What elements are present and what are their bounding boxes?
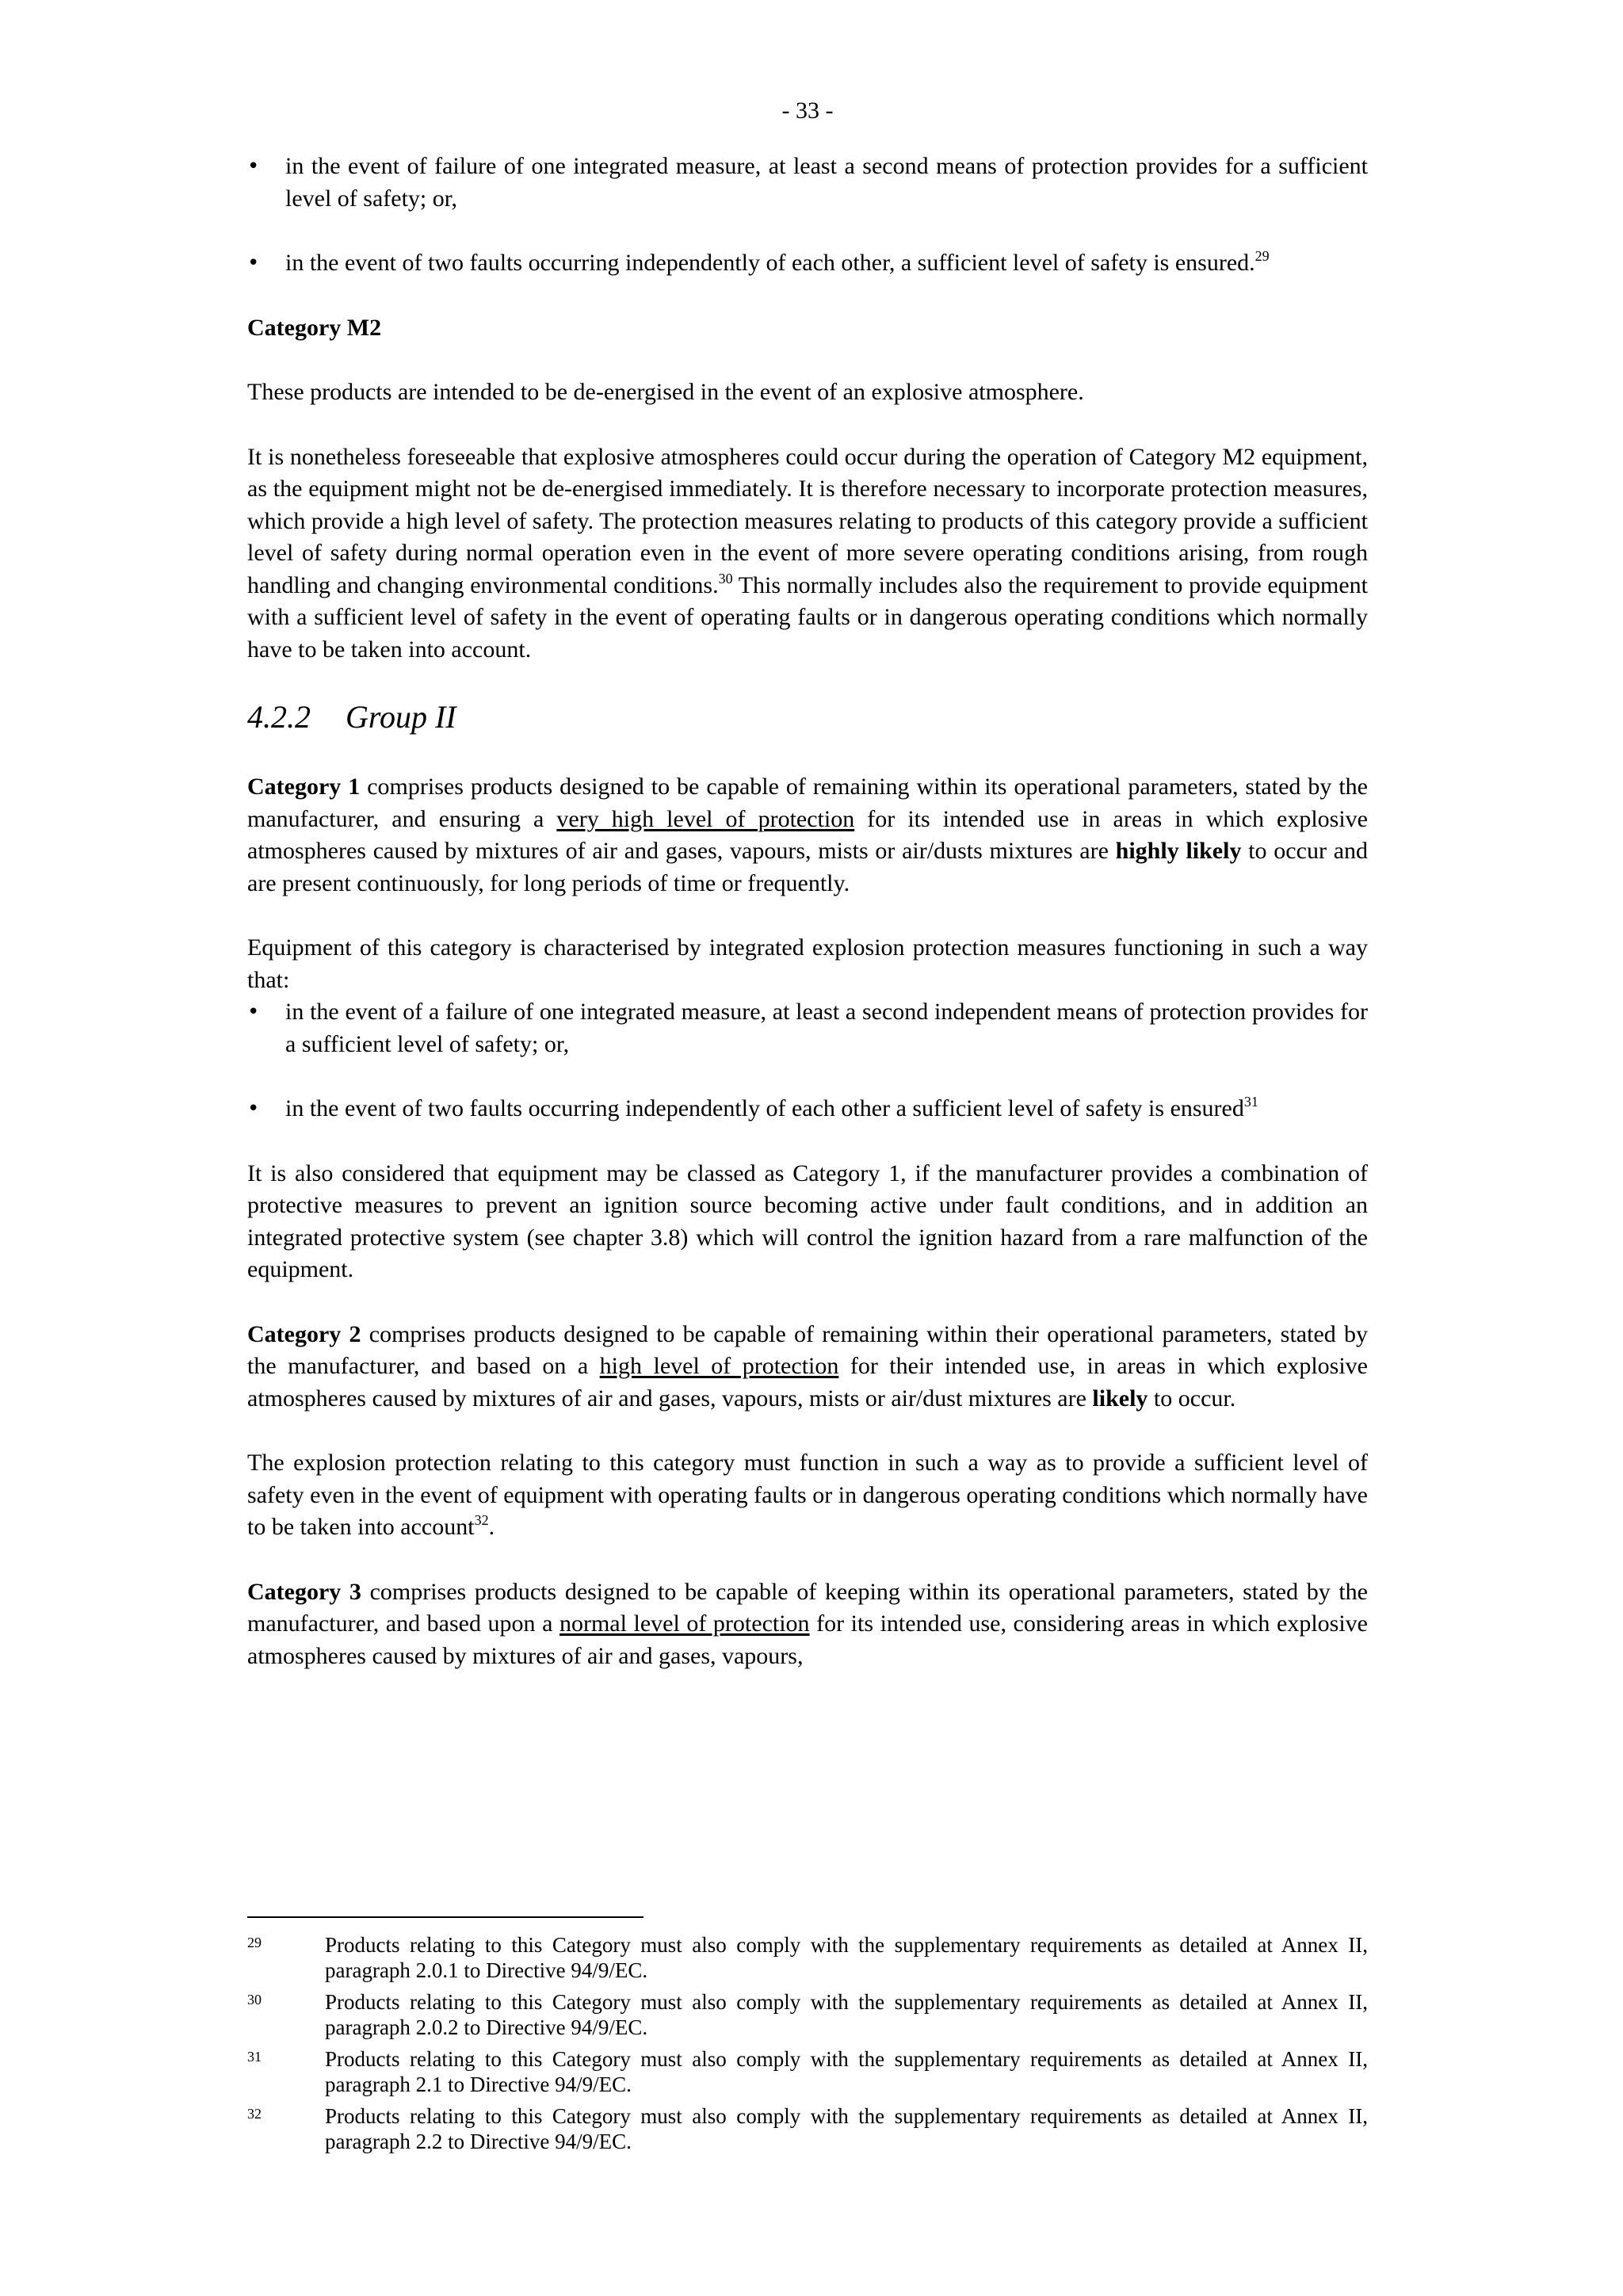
footnote-text: Products relating to this Category must also comply with the supplementary requirements as detailed at Annex II, paragraph 2.1 to Directive 94/9/EC. <box>325 2047 1368 2096</box>
bullet-text: in the event of failure of one integrated measure, at least a second means of protection provides for a sufficient level of safety; or, <box>285 153 1368 212</box>
text-run: comprises products designed to be capable of keeping within its operational parameters, stated by the manufacturer, and based upon a <box>247 1578 1369 1637</box>
paragraph: These products are intended to be de-energised in the event of an explosive atmosphere. <box>247 379 1084 405</box>
footnote-30 <box>247 1989 1368 2040</box>
footnote-text: Products relating to this Category must also comply with the supplementary requirements as detailed at Annex II, paragraph 2.0.2 to Directive 94/9/EC. <box>325 1990 1368 2039</box>
footnote-separator <box>247 1916 643 1918</box>
underlined-text: very high level of protection <box>556 805 855 832</box>
footnote-number: 29 <box>247 1935 262 1950</box>
bullet-list-top <box>247 151 1368 280</box>
category-m2-heading: Category M2 <box>247 314 382 341</box>
bullet-item <box>247 1093 1368 1125</box>
page-number: - 33 - <box>781 97 834 124</box>
text-run: It is nonetheless foreseeable that explosive atmospheres could occur during the operation of Category M2 equipment, as the equipment might not be de-energised immediately. It is therefore necessary to incorporate protection measures, which provide a high level of safety. The protection measures relating to products of this category provide a sufficient level of safety during normal operation even in the event of more severe operating conditions arising, from rough handling and changing environmental conditions. <box>247 443 1369 598</box>
section-heading <box>247 696 1368 739</box>
section-title: Group II <box>346 699 456 735</box>
text-run: for its intended use in areas in which explosive atmospheres caused by mixtures of air and gases, vapours, mists or air/dusts mixtures are <box>247 805 1368 864</box>
footnote-text: Products relating to this Category must also comply with the supplementary requirements as detailed at Annex II, paragraph 2.2 to Directive 94/9/EC. <box>325 2104 1368 2153</box>
footnote-ref-30[interactable]: 30 <box>718 570 733 586</box>
text-run: This normally includes also the requirement to provide equipment with a sufficient level of safety in the event of operating faults or in dangerous operating conditions which normally have to be taken into account. <box>247 571 1368 663</box>
footnote-ref-32[interactable]: 32 <box>474 1512 489 1528</box>
bullet-text: in the event of two faults occurring independently of each other a sufficient level of safety is ensured <box>285 1095 1244 1121</box>
text-run: . <box>488 1514 495 1540</box>
footnote-32 <box>247 2103 1368 2154</box>
bullet-text: in the event of a failure of one integrated measure, at least a second independent means of protection provides for a sufficient level of safety; or, <box>285 999 1368 1057</box>
bullet-item <box>247 996 1368 1060</box>
footnote-text: Products relating to this Category must also comply with the supplementary requirements as detailed at Annex II, paragraph 2.0.1 to Directive 94/9/EC. <box>325 1933 1368 1982</box>
paragraph: It is also considered that equipment may be classed as Category 1, if the manufacturer provides a combination of protective measures to prevent an ignition source becoming active under fault conditions, and in addition an integrated protective system (see chapter 3.8) which will control the ignition hazard from a rare malfunction of the equipment. <box>247 1159 1368 1282</box>
text-run: The explosion protection relating to this category must function in such a way as to provide a sufficient level of safety even in the event of equipment with operating faults or in dangerous operating conditions which normally have to be taken into account <box>247 1450 1368 1540</box>
category-1-paragraph <box>247 771 1368 900</box>
category-label: Category 2 <box>247 1320 361 1347</box>
paragraph <box>247 441 1368 667</box>
bold-text: likely <box>1092 1385 1148 1412</box>
footnote-number: 32 <box>247 2106 262 2122</box>
bullet-text: in the event of two faults occurring independently of each other, a sufficient level of safety is ensured. <box>285 250 1255 276</box>
paragraph: Equipment of this category is characterised by integrated explosion protection measures functioning in such a way that: <box>247 934 1368 993</box>
bullet-item <box>247 247 1368 280</box>
footnote-31 <box>247 2046 1368 2097</box>
text-run: for their intended use, in areas in which explosive atmospheres caused by mixtures of air and gases, vapours, mists or air/dust mixtures are <box>247 1353 1368 1412</box>
bullet-item <box>247 151 1368 215</box>
bullet-list-category-1 <box>247 996 1368 1125</box>
footnote-ref-31[interactable]: 31 <box>1243 1094 1258 1110</box>
underlined-text: high level of protection <box>599 1353 839 1379</box>
category-label: Category 3 <box>247 1578 361 1605</box>
category-2-paragraph <box>247 1319 1368 1415</box>
footnote-number: 30 <box>247 1992 262 2008</box>
text-run: comprises products designed to be capable of remaining within its operational parameters, stated by the manufacturer, and ensuring a <box>247 774 1368 832</box>
text-run: comprises products designed to be capable of remaining within their operational parameters, stated by the manufacturer, and based on a <box>247 1320 1368 1379</box>
category-label: Category 1 <box>247 774 361 800</box>
text-run: for its intended use, considering areas in which explosive atmospheres caused by mixtures of air and gases, vapours, <box>247 1610 1368 1669</box>
bold-text: highly likely <box>1115 838 1242 864</box>
footnote-29 <box>247 1932 1368 1983</box>
footnote-number: 31 <box>247 2049 262 2065</box>
section-number: 4.2.2 <box>247 699 311 735</box>
text-run: to occur and are present continuously, for long periods of time or frequently. <box>247 838 1369 896</box>
category-3-paragraph <box>247 1576 1368 1673</box>
footnotes <box>247 1916 1368 2160</box>
underlined-text: normal level of protection <box>559 1610 810 1637</box>
footnote-ref-29[interactable]: 29 <box>1254 248 1270 264</box>
text-run: to occur. <box>1148 1385 1236 1412</box>
paragraph <box>247 1447 1368 1544</box>
